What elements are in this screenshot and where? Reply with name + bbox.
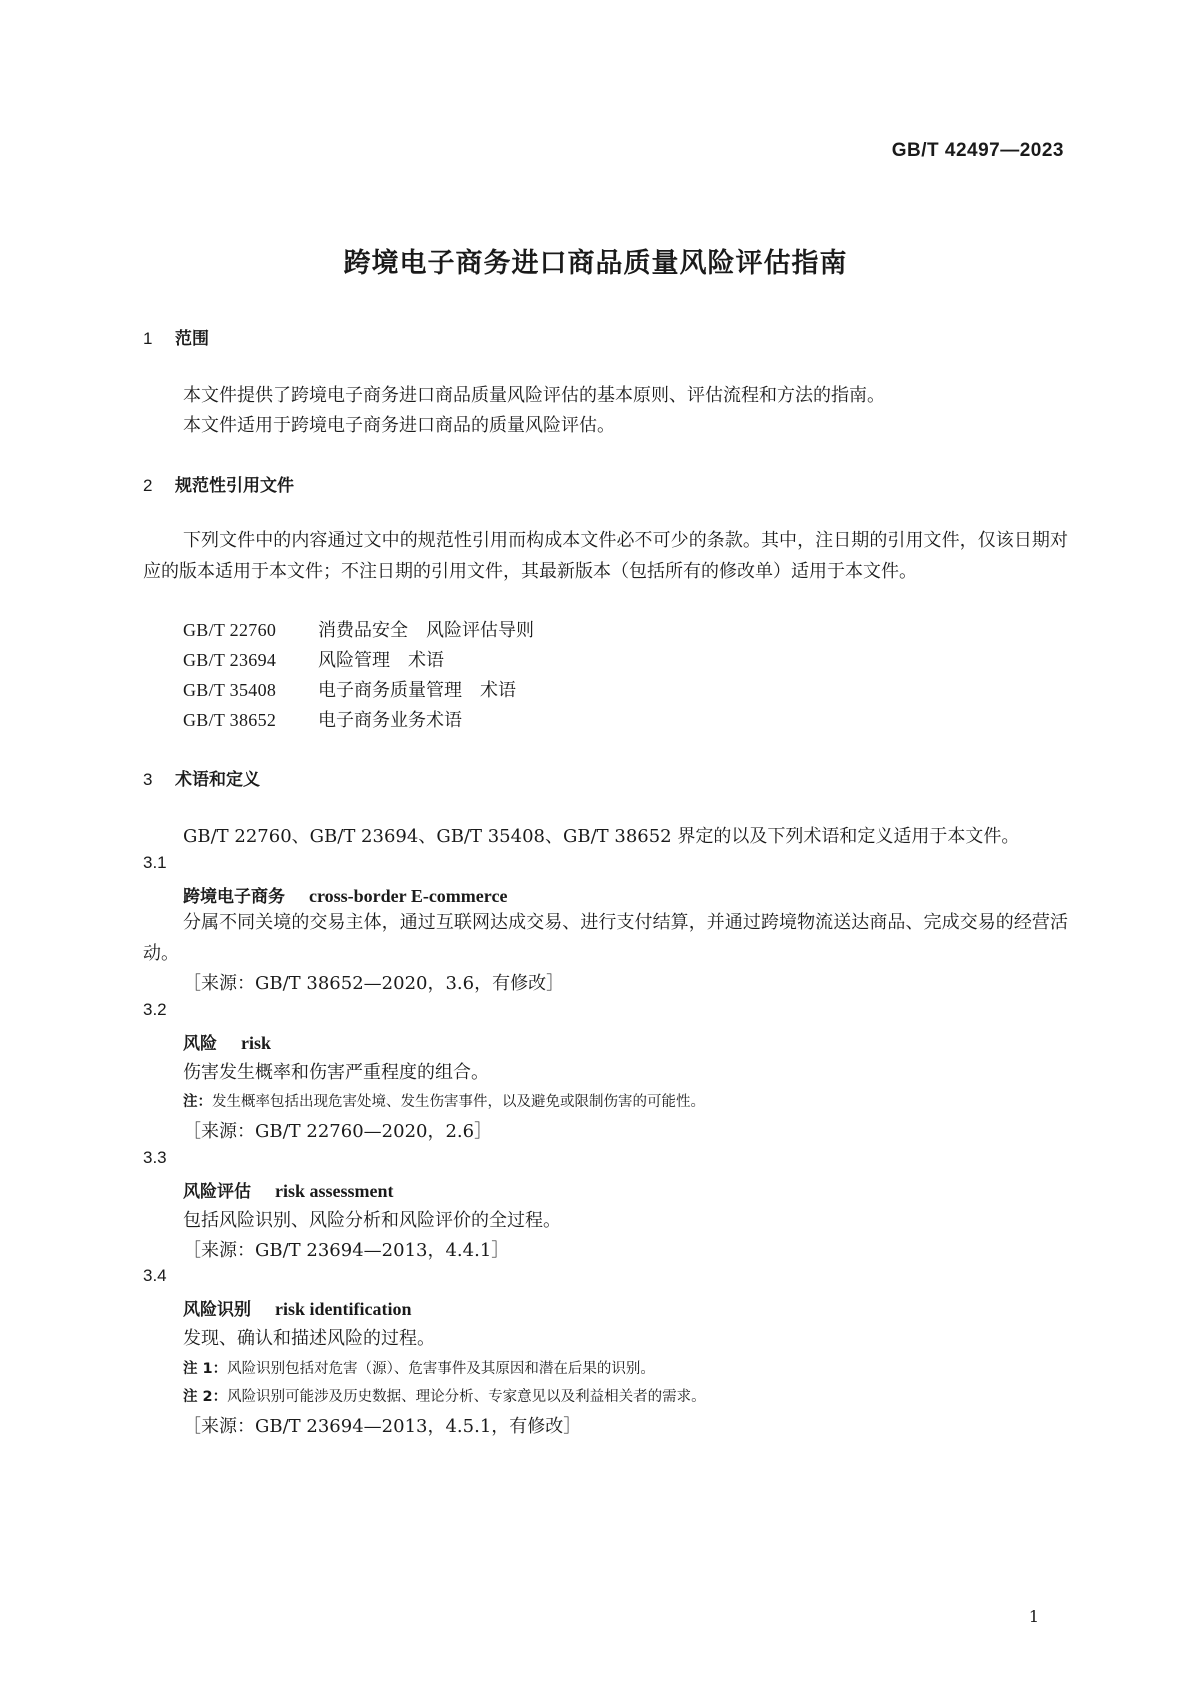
section-2-heading <box>143 471 294 496</box>
term-chinese: 风险 <box>183 1034 217 1054</box>
term-heading <box>183 1029 271 1054</box>
section-1-paragraph-1: 本文件提供了跨境电子商务进口商品质量风险评估的基本原则、评估流程和方法的指南。 <box>183 385 885 406</box>
term-source: ［来源：GB/T 23694—2013，4.5.1，有修改］ <box>183 1416 582 1437</box>
term-definition: 发现、确认和描述风险的过程。 <box>183 1328 435 1349</box>
note-text: 风险识别可能涉及历史数据、理论分析、专家意见以及利益相关者的需求。 <box>227 1389 706 1405</box>
term-heading <box>183 1177 394 1202</box>
note-text: 发生概率包括出现危害处境、发生伤害事件，以及避免或限制伤害的可能性。 <box>212 1094 705 1110</box>
term-chinese: 跨境电子商务 <box>183 887 285 907</box>
term-english: risk identification <box>275 1299 412 1319</box>
document-title: 跨境电子商务进口商品质量风险评估指南 <box>343 248 848 279</box>
clause-number: 3.4 <box>143 1266 167 1285</box>
reference-item <box>183 706 462 732</box>
reference-title: 风险管理 术语 <box>318 650 444 671</box>
note-text: 风险识别包括对危害（源）、危害事件及其原因和潜在后果的识别。 <box>227 1361 655 1377</box>
section-2-number: 2 <box>143 476 153 495</box>
term-heading <box>183 1295 412 1320</box>
section-1-title: 范围 <box>175 329 209 349</box>
reference-code: GB/T 35408 <box>183 680 277 700</box>
section-2-title: 规范性引用文件 <box>175 476 294 496</box>
note-label: 注 1： <box>183 1361 228 1377</box>
term-definition: 伤害发生概率和伤害严重程度的组合。 <box>183 1062 489 1083</box>
section-1-heading <box>143 324 209 349</box>
reference-code: GB/T 38652 <box>183 710 277 730</box>
term-english: cross-border E-commerce <box>309 886 508 906</box>
section-1-paragraph-2: 本文件适用于跨境电子商务进口商品的质量风险评估。 <box>183 415 615 436</box>
reference-title: 消费品安全 风险评估导则 <box>318 620 534 641</box>
note-label: 注 2： <box>183 1389 228 1405</box>
section-3-intro: GB/T 22760、GB/T 23694、GB/T 35408、GB/T 38652 界定的以及下列术语和定义适用于本文件。 <box>183 826 1020 847</box>
term-english: risk <box>241 1033 272 1053</box>
reference-item <box>183 646 444 672</box>
term-definition: 包括风险识别、风险分析和风险评价的全过程。 <box>183 1210 561 1231</box>
standard-number: GB/T 42497—2023 <box>891 140 1064 161</box>
reference-code: GB/T 23694 <box>183 650 277 670</box>
term-source: ［来源：GB/T 23694—2013，4.4.1］ <box>183 1240 510 1261</box>
term-heading <box>183 882 507 907</box>
term-source: ［来源：GB/T 22760—2020，2.6］ <box>183 1121 493 1142</box>
term-english: risk assessment <box>275 1181 394 1201</box>
reference-title: 电子商务质量管理 术语 <box>318 680 516 701</box>
term-chinese: 风险评估 <box>183 1182 251 1202</box>
clause-number: 3.2 <box>143 1000 167 1019</box>
section-1-number: 1 <box>143 329 153 348</box>
clause-number: 3.3 <box>143 1148 167 1167</box>
term-source: ［来源：GB/T 38652—2020，3.6，有修改］ <box>183 973 565 994</box>
clause-number: 3.1 <box>143 853 167 872</box>
section-3-title: 术语和定义 <box>175 770 260 790</box>
reference-item <box>183 616 534 642</box>
reference-code: GB/T 22760 <box>183 620 277 640</box>
section-2-intro: 下列文件中的内容通过文中的规范性引用而构成本文件必不可少的条款。其中，注日期的引用文件，仅该日期对应的版本适用于本文件；不注日期的引用文件，其最新版本（包括所有的修改单）适用于本文件。 <box>143 530 1068 582</box>
term-definition: 分属不同关境的交易主体，通过互联网达成交易、进行支付结算，并通过跨境物流送达商品、完成交易的经营活动。 <box>143 912 1068 964</box>
term-note-1 <box>183 1357 655 1378</box>
page-number: 1 <box>1028 1607 1039 1626</box>
term-note <box>183 1090 705 1111</box>
reference-item <box>183 676 516 702</box>
reference-title: 电子商务业务术语 <box>318 710 462 731</box>
section-3-heading <box>143 765 260 790</box>
note-label: 注： <box>183 1094 212 1110</box>
section-3-number: 3 <box>143 770 153 789</box>
term-chinese: 风险识别 <box>183 1300 251 1320</box>
term-note-2 <box>183 1385 706 1406</box>
